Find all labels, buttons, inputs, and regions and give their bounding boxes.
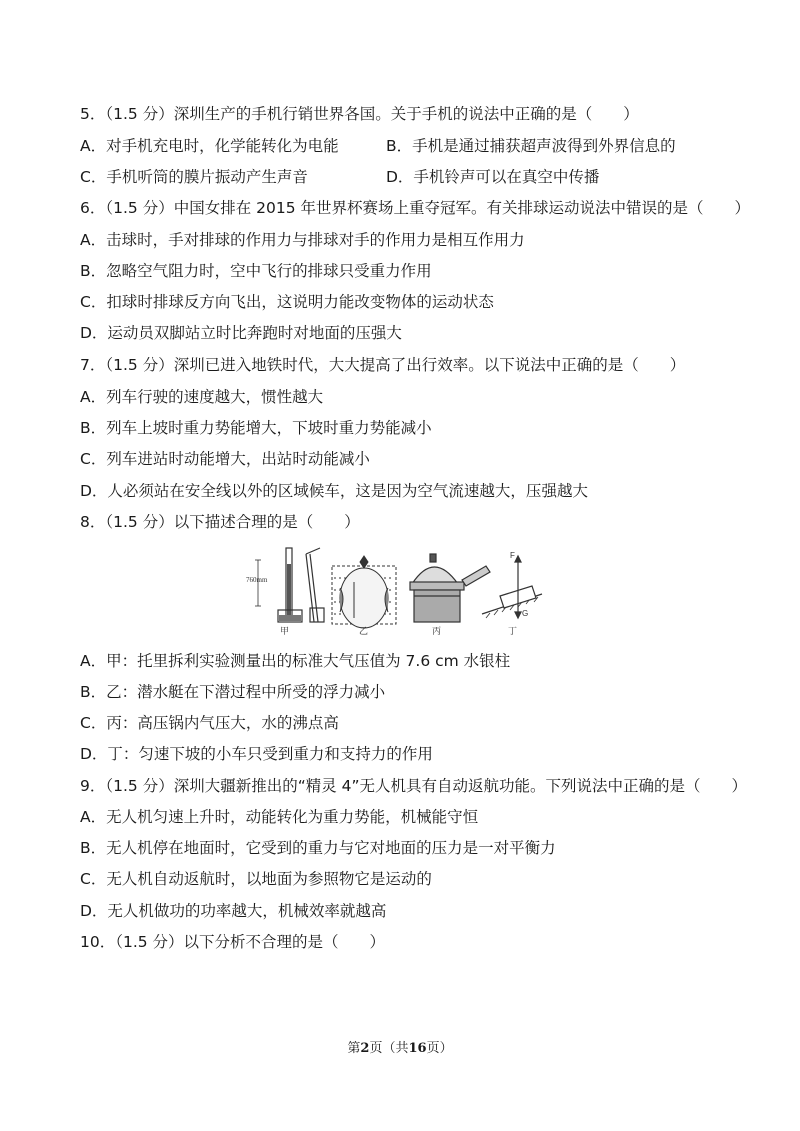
footer-mid: 页（共 <box>369 1041 409 1056</box>
question-6-option-a[interactable]: A．击球时，手对排球的作用力与排球对手的作用力是相互作用力 <box>80 231 525 249</box>
physics-diagrams <box>246 544 546 636</box>
footer-suffix: 页） <box>426 1041 453 1056</box>
question-6-option-c[interactable]: C．扣球时排球反方向飞出，这说明力能改变物体的运动状态 <box>80 293 494 311</box>
caption-yi: 乙 <box>359 627 369 636</box>
question-7-stem: 7．（1.5 分）深圳已进入地铁时代，大大提高了出行效率。以下说法中正确的是（ ） <box>80 356 686 374</box>
page-footer <box>0 1037 800 1056</box>
question-10-stem: 10．（1.5 分）以下分析不合理的是（ ） <box>80 933 386 951</box>
question-8-option-d[interactable]: D．丁：匀速下坡的小车只受到重力和支持力的作用 <box>80 745 433 763</box>
torricelli-diagram <box>255 548 324 622</box>
question-8-stem: 8．（1.5 分）以下描述合理的是（ ） <box>80 513 360 531</box>
question-6-option-b[interactable]: B．忽略空气阻力时，空中飞行的排球只受重力作用 <box>80 262 432 280</box>
footer-prefix: 第 <box>347 1041 361 1056</box>
question-9-option-b[interactable]: B．无人机停在地面时，它受到的重力与它对地面的压力是一对平衡力 <box>80 839 556 857</box>
question-9-option-d[interactable]: D．无人机做功的功率越大，机械效率就越高 <box>80 902 387 920</box>
question-6-stem: 6．（1.5 分）中国女排在 2015 年世界杯赛场上重夺冠军。有关排球运动说法中错误的是（ ） <box>80 199 750 217</box>
question-5-stem: 5．（1.5 分）深圳生产的手机行销世界各国。关于手机的说法中正确的是（ ） <box>80 105 639 123</box>
question-5-option-a[interactable]: A．对手机充电时，化学能转化为电能 <box>80 137 339 155</box>
footer-page-number: 2 <box>360 1041 370 1056</box>
height-label: 760mm <box>246 576 268 584</box>
question-8-option-b[interactable]: B．乙：潜水艇在下潜过程中所受的浮力减小 <box>80 683 386 701</box>
question-5-option-c[interactable]: C．手机听筒的膜片振动产生声音 <box>80 168 308 186</box>
force-label-f: F <box>510 551 515 560</box>
caption-jia: 甲 <box>280 627 290 636</box>
submarine-diagram <box>332 556 396 628</box>
question-8-option-a[interactable]: A．甲：托里拆利实验测量出的标准大气压值为 7.6 cm 水银柱 <box>80 652 511 670</box>
question-7-option-b[interactable]: B．列车上坡时重力势能增大，下坡时重力势能减小 <box>80 419 432 437</box>
question-7-option-c[interactable]: C．列车进站时动能增大，出站时动能减小 <box>80 450 370 468</box>
force-label-g: G <box>522 609 529 618</box>
question-6-option-d[interactable]: D．运动员双脚站立时比奔跑时对地面的压强大 <box>80 324 402 342</box>
question-9-option-c[interactable]: C．无人机自动返航时，以地面为参照物它是运动的 <box>80 870 432 888</box>
question-9-stem: 9．（1.5 分）深圳大疆新推出的“精灵 4”无人机具有自动返航功能。下列说法中正确的是（ ） <box>80 777 748 795</box>
footer-total-pages: 16 <box>408 1041 427 1056</box>
question-7-option-a[interactable]: A．列车行驶的速度越大，惯性越大 <box>80 388 324 406</box>
caption-bing: 丙 <box>432 627 442 636</box>
question-8-figure <box>246 544 546 636</box>
pressure-cooker-diagram <box>410 554 490 622</box>
question-8-option-c[interactable]: C．丙：高压锅内气压大，水的沸点高 <box>80 714 339 732</box>
question-5-option-b[interactable]: B．手机是通过捕获超声波得到外界信息的 <box>386 137 676 155</box>
caption-ding: 丁 <box>508 627 518 636</box>
question-7-option-d[interactable]: D．人必须站在安全线以外的区域候车，这是因为空气流速越大，压强越大 <box>80 482 588 500</box>
question-9-option-a[interactable]: A．无人机匀速上升时，动能转化为重力势能，机械能守恒 <box>80 808 479 826</box>
incline-diagram <box>482 556 542 618</box>
question-5-option-d[interactable]: D．手机铃声可以在真空中传播 <box>386 168 600 186</box>
